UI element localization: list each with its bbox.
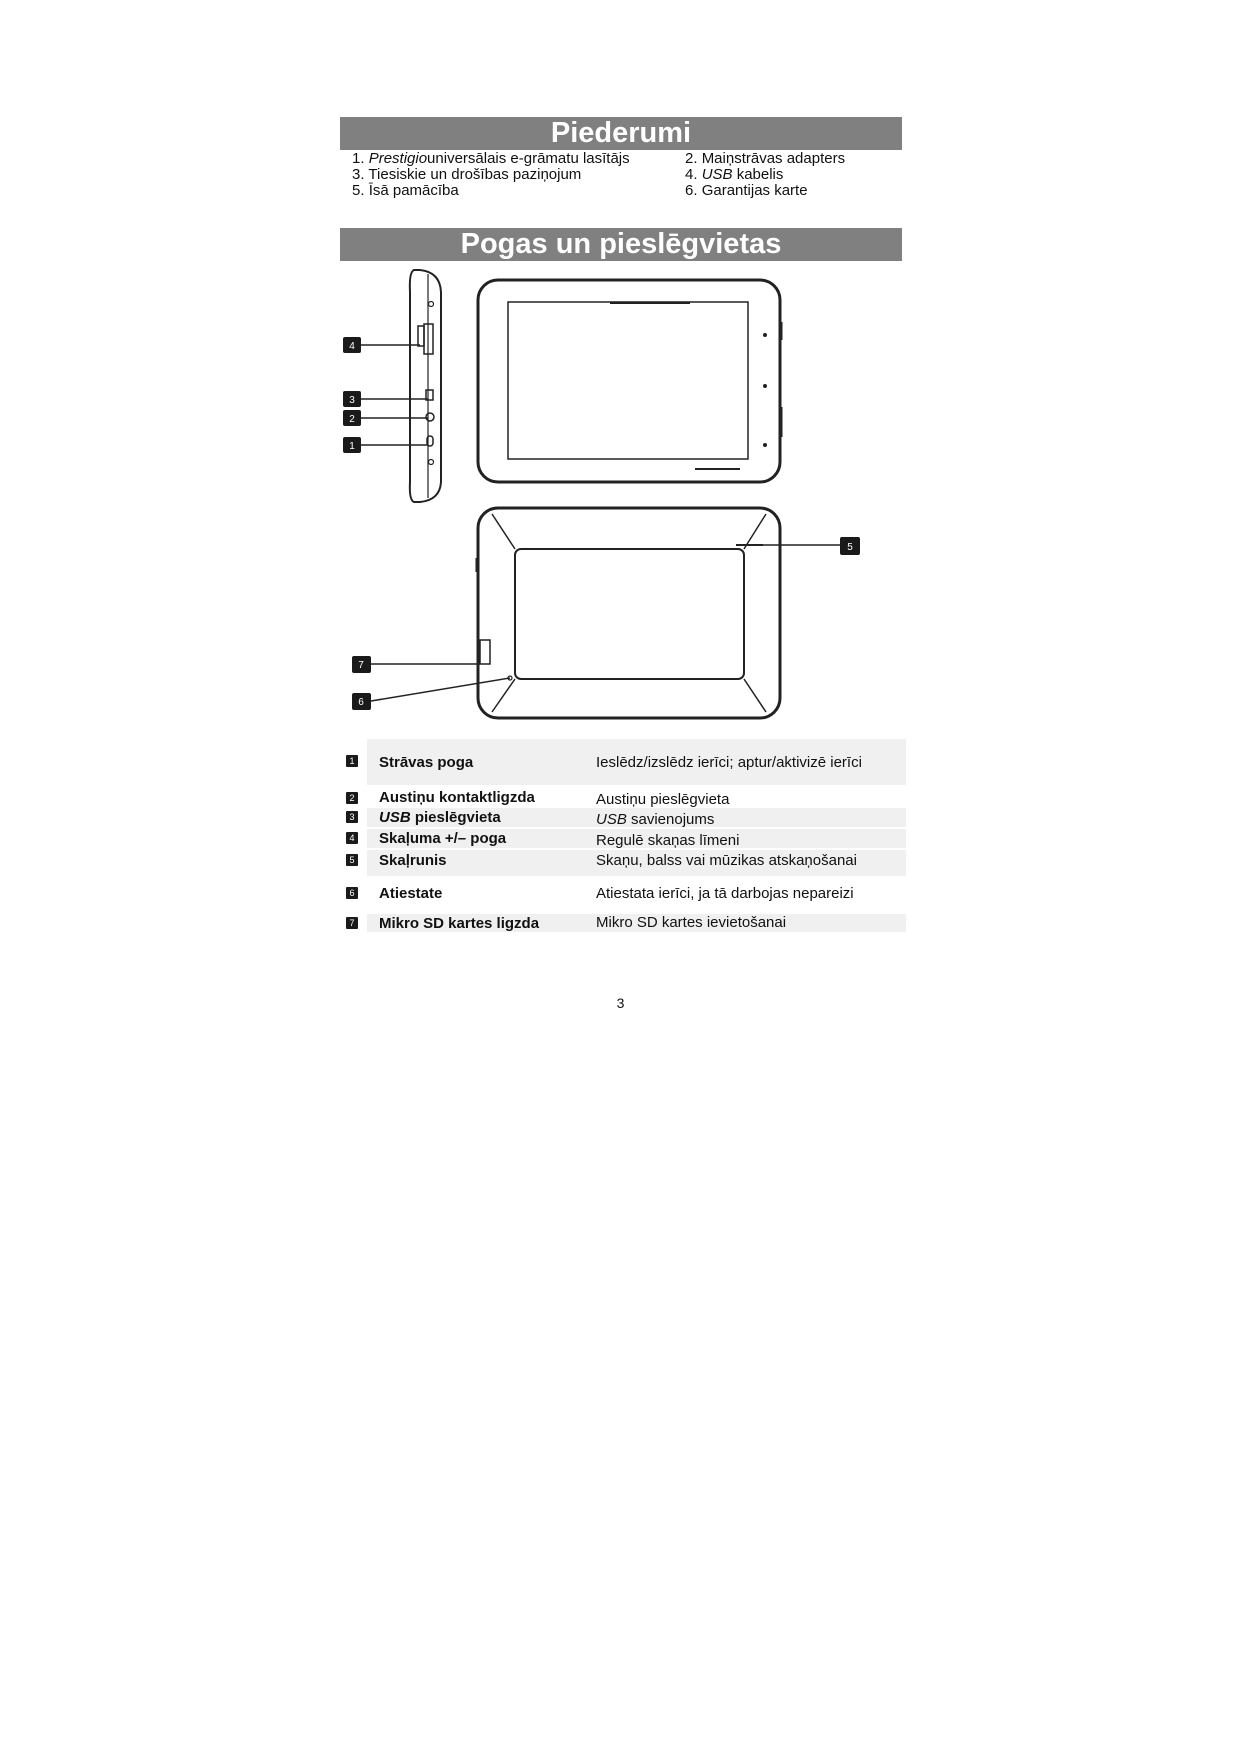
row-number-badge: 7 xyxy=(346,917,358,929)
part-name: USB pieslēgvieta xyxy=(379,809,501,826)
callout-3 xyxy=(343,391,361,407)
part-name: Atiestate xyxy=(379,885,443,902)
row-number-badge: 3 xyxy=(346,811,358,823)
part-name: Austiņu kontaktligzda xyxy=(379,789,535,806)
part-name: Skaļrunis xyxy=(379,852,447,869)
row-number-badge: 2 xyxy=(346,792,358,804)
callout-2 xyxy=(343,410,361,426)
callout-6 xyxy=(352,693,371,710)
part-name: Mikro SD kartes ligzda xyxy=(379,915,540,932)
device-diagram xyxy=(340,262,920,747)
svg-text:4: 4 xyxy=(349,341,355,352)
callout-5 xyxy=(840,537,860,555)
part-description: Mikro SD kartes ievietošanai xyxy=(596,914,787,931)
part-description: Atiestata ierīci, ja tā darbojas nepareizi xyxy=(596,885,854,902)
part-description: Regulē skaņas līmeni xyxy=(596,832,740,849)
svg-text:1: 1 xyxy=(349,441,355,452)
section-title-accessories: Piederumi xyxy=(340,117,902,150)
callout-7 xyxy=(352,656,371,673)
accessory-item: 6. Garantijas karte xyxy=(685,182,808,199)
row-number-badge: 5 xyxy=(346,854,358,866)
accessory-item: 2. Maiņstrāvas adapters xyxy=(685,150,846,167)
part-name: Skaļuma +/– poga xyxy=(379,830,507,847)
row-number-badge: 1 xyxy=(346,755,358,767)
accessory-item: 1. Prestigiouniversālais e-grāmatu lasītājs xyxy=(352,150,630,167)
part-description: Ieslēdz/izslēdz ierīci; aptur/aktivizē ierīci xyxy=(596,754,862,771)
part-description: USB savienojums xyxy=(596,811,715,828)
part-name: Strāvas poga xyxy=(379,754,474,771)
part-description: Austiņu pieslēgvieta xyxy=(596,791,730,808)
callout-1 xyxy=(343,437,361,453)
svg-text:5: 5 xyxy=(847,542,853,553)
part-description: Skaņu, balss vai mūzikas atskaņošanai xyxy=(596,852,857,869)
accessory-item: 3. Tiesiskie un drošības paziņojum xyxy=(352,166,582,183)
svg-text:7: 7 xyxy=(358,660,364,671)
device-side-view xyxy=(410,270,441,502)
svg-text:2: 2 xyxy=(349,414,355,425)
accessory-item: 5. Īsā pamācība xyxy=(352,182,459,199)
accessory-item: 4. USB kabelis xyxy=(685,166,784,183)
row-number-badge: 6 xyxy=(346,887,358,899)
section-title-buttons: Pogas un pieslēgvietas xyxy=(340,228,902,261)
row-number-badge: 4 xyxy=(346,832,358,844)
device-back-view xyxy=(477,508,780,718)
page-number: 3 xyxy=(616,995,625,1011)
callout-4 xyxy=(343,337,361,353)
device-front-view xyxy=(478,280,781,482)
svg-text:3: 3 xyxy=(349,395,355,406)
svg-text:6: 6 xyxy=(358,697,364,708)
